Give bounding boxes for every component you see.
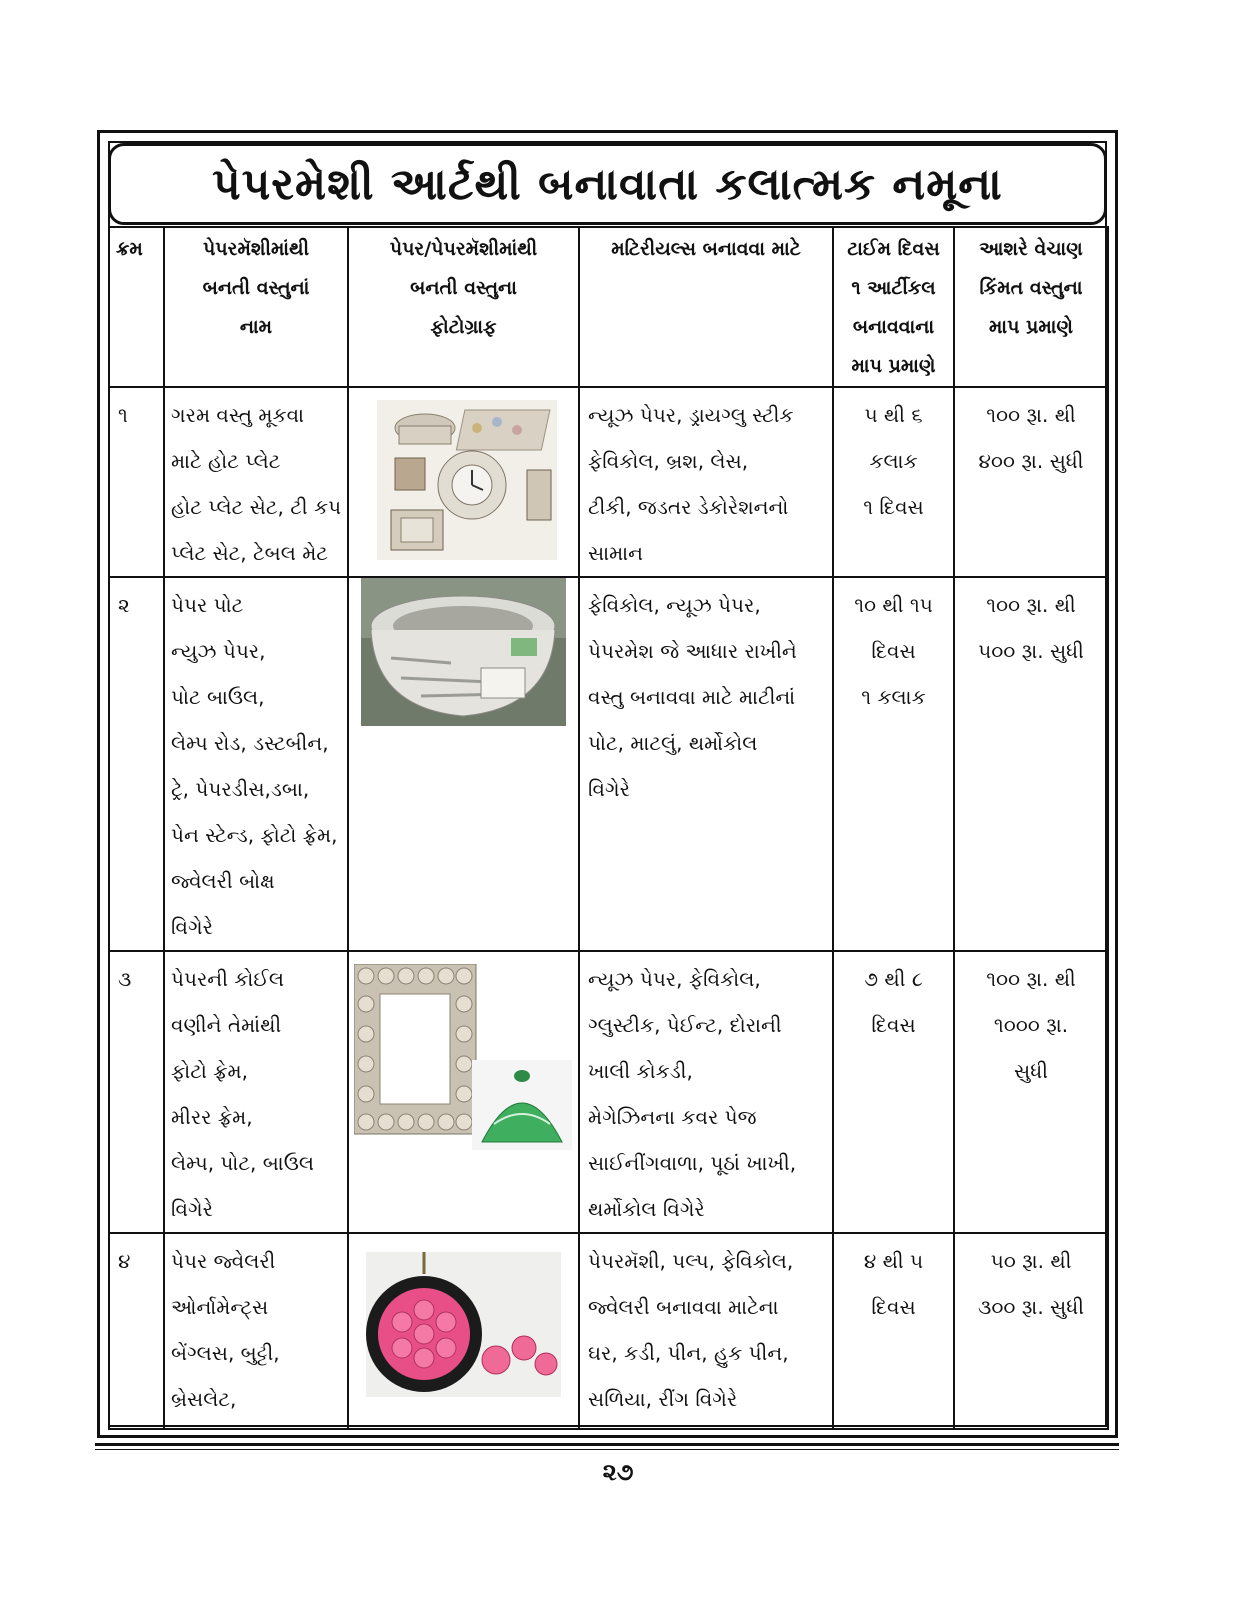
- row-photo-jewellery: [348, 1233, 579, 1429]
- row-time: ૪ થી ૫ દિવસ: [833, 1233, 954, 1429]
- row-items: પેપર પોટ ન્યુઝ પેપર, પોટ બાઉલ, લેમ્પ રોડ, ડસ્ટબીન, ટ્રે, પેપરડીસ,ડબા, પેન સ્ટેન્ડ, ફોટો ફ્રેમ, જ્વેલરી બોક્ષ વિગેરે: [164, 577, 348, 951]
- row-time: ૫ થી ૬ કલાક ૧ દિવસ: [833, 387, 954, 577]
- paper-pot-image: [361, 578, 566, 726]
- footer-rule: [95, 1443, 1119, 1446]
- footer-rule-thin: [95, 1449, 1119, 1450]
- row-serial: ૪: [109, 1233, 164, 1429]
- paper-jewellery-image: [366, 1252, 561, 1397]
- header-materials: મટિરીયલ્સ બનાવવા માટે: [579, 227, 833, 387]
- table-row: [109, 387, 1108, 577]
- row-photo-paper-pot: [348, 577, 579, 951]
- row-time: ૭ થી ૮ દિવસ: [833, 951, 954, 1233]
- row-photo-coil-frame: [348, 951, 579, 1233]
- row-materials: ન્યૂઝ પેપર, ફેવિકોલ, ગ્લુસ્ટીક, પેઈન્ટ, દોરાની ખાલી કોકડી, મેગેઝિનના કવર પેજ સાઈનીંગવાળા, પૂઠાં ખાખી, થર્મોકોલ વિગેરે: [579, 951, 833, 1233]
- row-price: ૧૦૦ રૂા. થી ૪૦૦ રૂા. સુધી: [954, 387, 1108, 577]
- title-box: [108, 143, 1107, 225]
- row-items: ગરમ વસ્તુ મૂકવા માટે હોટ પ્લેટ હોટ પ્લેટ સેટ, ટી કપ પ્લેટ સેટ, ટેબલ મેટ: [164, 387, 348, 577]
- hot-plate-set-image: [377, 400, 557, 560]
- row-items: પેપર જ્વેલરી ઓર્નામેન્ટ્સ બેંગ્લસ, બુટ્ટી, બ્રેસલેટ,: [164, 1233, 348, 1429]
- row-price: ૧૦૦ રૂા. થી ૫૦૦ રૂા. સુધી: [954, 577, 1108, 951]
- row-serial: ૩: [109, 951, 164, 1233]
- row-materials: પેપરમૅશી, પલ્પ, ફેવિકોલ, જ્વેલરી બનાવવા માટેના ઘર, કડી, પીન, હુક પીન, સળિયા, રીંગ વિગેરે: [579, 1233, 833, 1429]
- row-materials: ન્યૂઝ પેપર, ડ્રાયગ્લુ સ્ટીક ફેવિકોલ, બ્રશ, લેસ, ટીકી, જડતર ડેકોરેશનનો સામાન: [579, 387, 833, 577]
- table-row: [109, 1233, 1108, 1429]
- products-table: [108, 226, 1109, 1430]
- header-time: ટાઈમ દિવસ ૧ આર્ટીકલ બનાવવાના માપ પ્રમાણે: [833, 227, 954, 387]
- coil-frame-image: [354, 964, 576, 1154]
- table-row: [109, 577, 1108, 951]
- table-header-row: [109, 227, 1108, 387]
- header-price: આશરે વેચાણ કિંમત વસ્તુના માપ પ્રમાણે: [954, 227, 1108, 387]
- row-items: પેપરની કોઈલ વણીને તેમાંથી ફોટો ફ્રેમ, મીરર ફ્રેમ, લેમ્પ, પોટ, બાઉલ વિગેરે: [164, 951, 348, 1233]
- header-item-name: પેપરમૅશીમાંથી બનતી વસ્તુનાં નામ: [164, 227, 348, 387]
- row-time: ૧૦ થી ૧૫ દિવસ ૧ કલાક: [833, 577, 954, 951]
- row-materials: ફેવિકોલ, ન્યૂઝ પેપર, પેપરમેશ જે આધાર રાખીને વસ્તુ બનાવવા માટે માટીનાં પોટ, માટલું, થર્મોકોલ વિગેરે: [579, 577, 833, 951]
- page-title: પેપરમેશી આર્ટથી બનાવાતા કલાત્મક નમૂના: [212, 158, 1003, 210]
- page-number: ૨૭: [602, 1458, 634, 1486]
- row-price: ૫૦ રૂા. થી ૩૦૦ રૂા. સુધી: [954, 1233, 1108, 1429]
- row-photo-hot-plates: [348, 387, 579, 577]
- row-price: ૧૦૦ રૂા. થી ૧૦૦૦ રૂા. સુધી: [954, 951, 1108, 1233]
- row-serial: ૧: [109, 387, 164, 577]
- row-serial: ૨: [109, 577, 164, 951]
- table-row: [109, 951, 1108, 1233]
- header-photograph: પેપર/પેપરમૅશીમાંથી બનતી વસ્તુના ફોટોગ્રાફ: [348, 227, 579, 387]
- header-serial: ક્રમ: [109, 227, 164, 387]
